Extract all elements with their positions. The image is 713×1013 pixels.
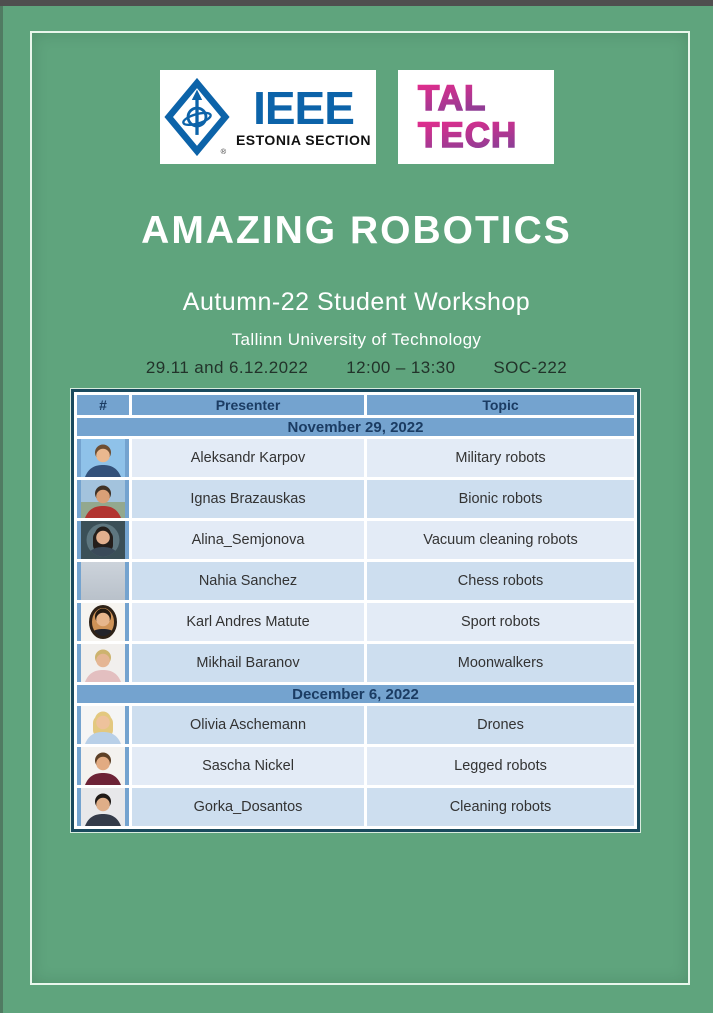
event-room: SOC-222 xyxy=(493,358,568,377)
topic-cell: Vacuum cleaning robots xyxy=(367,521,634,559)
section-header-row xyxy=(77,418,634,436)
presenter-cell: Olivia Aschemann xyxy=(132,706,364,744)
presenter-cell: Mikhail Baranov xyxy=(132,644,364,682)
photo-cell xyxy=(77,706,129,744)
poster-title: AMAZING ROBOTICS xyxy=(141,209,572,252)
presenter-row xyxy=(77,644,634,682)
event-time: 12:00 – 13:30 xyxy=(346,358,456,377)
taltech-line2: TECH xyxy=(417,116,517,155)
presenter-avatar xyxy=(81,562,125,600)
ieee-diamond-icon xyxy=(164,78,230,156)
event-dates: 29.11 and 6.12.2022 xyxy=(145,358,309,377)
topic-cell: Military robots xyxy=(367,439,634,477)
section-date: December 6, 2022 xyxy=(77,685,634,703)
section-header-row xyxy=(77,685,634,703)
presenter-cell: Ignas Brazauskas xyxy=(132,480,364,518)
table-header-row xyxy=(77,395,634,415)
topic-cell: Bionic robots xyxy=(367,480,634,518)
presenter-avatar xyxy=(81,788,125,826)
presenter-avatar xyxy=(81,439,125,477)
presenter-cell: Alina_Semjonova xyxy=(132,521,364,559)
presenter-cell: Karl Andres Matute xyxy=(132,603,364,641)
presenter-row xyxy=(77,439,634,477)
column-header-num: # xyxy=(77,395,129,415)
photo-cell xyxy=(77,644,129,682)
ieee-logo xyxy=(160,70,376,164)
presenter-row xyxy=(77,788,634,826)
topic-cell: Cleaning robots xyxy=(367,788,634,826)
window-top-edge xyxy=(0,0,713,6)
presenter-avatar xyxy=(81,521,125,559)
presenter-avatar xyxy=(81,706,125,744)
presenter-row xyxy=(77,480,634,518)
presenter-cell: Nahia Sanchez xyxy=(132,562,364,600)
topic-cell: Chess robots xyxy=(367,562,634,600)
presenter-cell: Sascha Nickel xyxy=(132,747,364,785)
taltech-wordmark xyxy=(416,79,536,155)
taltech-logo xyxy=(398,70,554,164)
photo-cell xyxy=(77,747,129,785)
photo-cell xyxy=(77,562,129,600)
logo-row xyxy=(0,70,713,164)
presenter-avatar xyxy=(81,644,125,682)
column-header-presenter: Presenter xyxy=(132,395,364,415)
poster-subtitle: Autumn-22 Student Workshop xyxy=(182,288,531,316)
topic-cell: Sport robots xyxy=(367,603,634,641)
topic-cell: Drones xyxy=(367,706,634,744)
presenter-row xyxy=(77,562,634,600)
university-name: Tallinn University of Technology xyxy=(231,330,482,349)
svg-text:®: ® xyxy=(220,146,227,156)
presenter-row xyxy=(77,521,634,559)
ieee-name: IEEE xyxy=(253,81,354,134)
ieee-wordmark xyxy=(235,81,372,149)
photo-cell xyxy=(77,603,129,641)
column-header-topic: Topic xyxy=(367,395,634,415)
presenter-avatar xyxy=(81,480,125,518)
presenter-avatar xyxy=(81,603,125,641)
photo-cell xyxy=(77,480,129,518)
presenter-cell: Gorka_Dosantos xyxy=(132,788,364,826)
schedule-table xyxy=(74,392,637,829)
presenter-avatar xyxy=(81,747,125,785)
section-date: November 29, 2022 xyxy=(77,418,634,436)
ieee-section-label: ESTONIA SECTION xyxy=(235,132,372,149)
presenter-cell: Aleksandr Karpov xyxy=(132,439,364,477)
topic-cell: Moonwalkers xyxy=(367,644,634,682)
photo-cell xyxy=(77,439,129,477)
presenter-row xyxy=(77,747,634,785)
taltech-line1: TAL xyxy=(417,79,486,118)
photo-cell xyxy=(77,521,129,559)
schedule-table-frame xyxy=(71,389,640,832)
photo-cell xyxy=(77,788,129,826)
topic-cell: Legged robots xyxy=(367,747,634,785)
presenter-row xyxy=(77,603,634,641)
presenter-row xyxy=(77,706,634,744)
event-meta xyxy=(0,358,713,378)
